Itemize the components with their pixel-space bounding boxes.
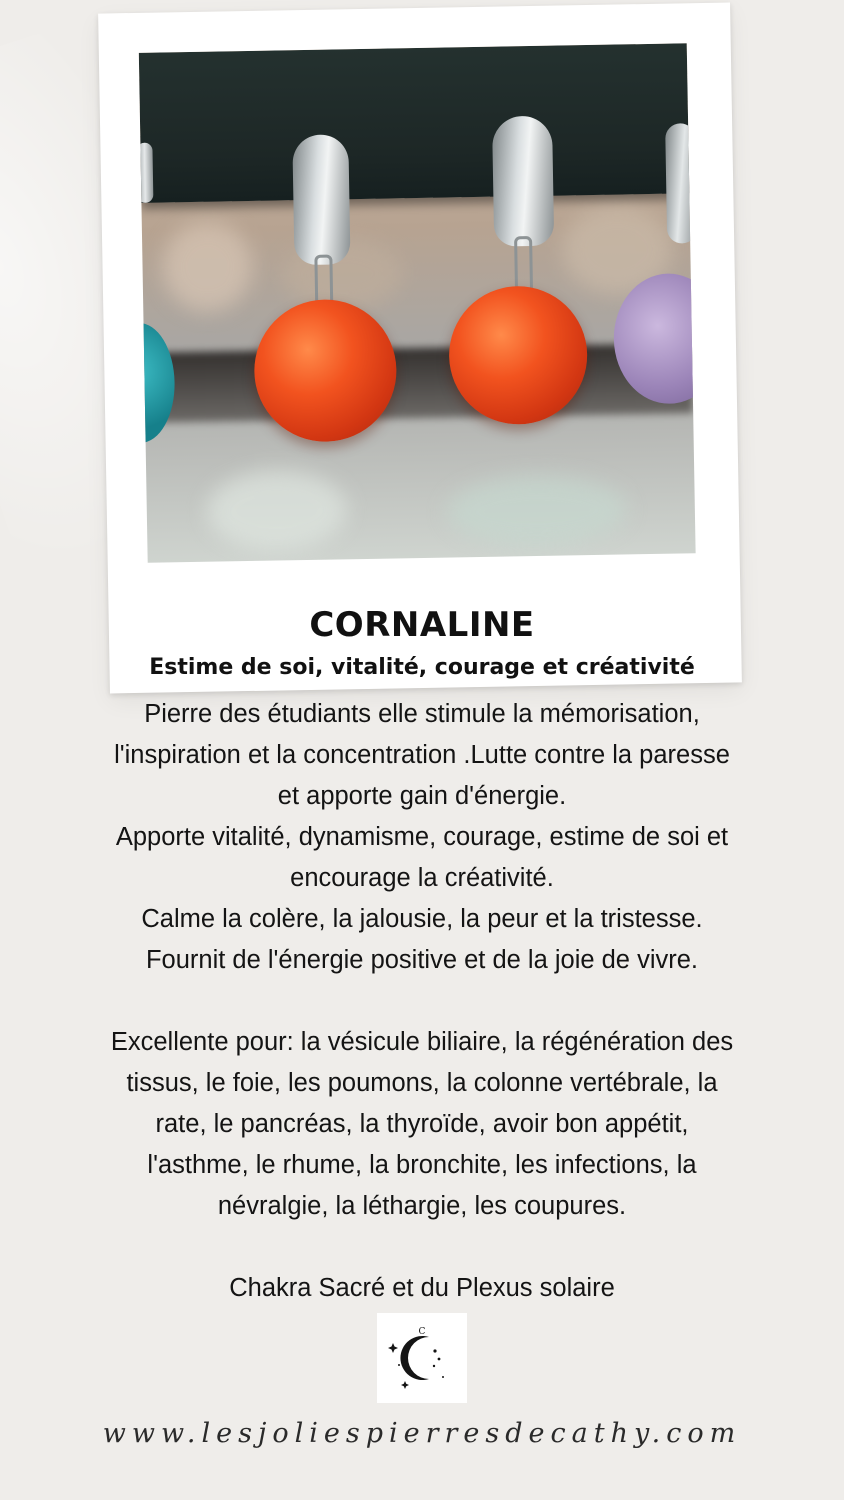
earrings-photo — [139, 43, 696, 562]
description-line: Apporte vitalité, dynamisme, courage, estime de soi et — [115, 823, 729, 851]
chakra-text: Chakra Sacré et du Plexus solaire — [229, 1274, 615, 1302]
polaroid-frame — [98, 3, 742, 694]
svg-text:C: C — [418, 1327, 426, 1337]
description-line: Calme la colère, la jalousie, la peur et la tristesse. — [141, 905, 703, 933]
blurred-shelf — [144, 343, 693, 423]
earring-hook-2 — [492, 116, 554, 247]
benefits-line: l'asthme, le rhume, la bronchite, les infections, la — [147, 1151, 697, 1179]
carnelian-stone-1 — [253, 298, 397, 442]
teal-stone — [139, 322, 176, 443]
description-line: Fournit de l'énergie positive et de la joie de vivre. — [145, 946, 698, 974]
stone-title: CORNALINE — [309, 605, 535, 645]
description-line: l'inspiration et la concentration .Lutte contre la paresse — [114, 741, 730, 769]
stone-description — [30, 694, 814, 1309]
stone-subtitle: Estime de soi, vitalité, courage et créativité — [149, 655, 695, 680]
crescent-moon-c-logo-icon — [377, 1313, 467, 1403]
benefits-line: tissus, le foie, les poumons, la colonne vertébrale, la — [126, 1069, 718, 1097]
description-line: encourage la créativité. — [290, 864, 554, 892]
benefits-line: Excellente pour: la vésicule biliaire, la régénération des — [110, 1028, 734, 1056]
website-url: www.lesjoliespierresdecathy.com — [102, 1418, 742, 1449]
description-line: et apporte gain d'énergie. — [277, 782, 567, 810]
description-line: Pierre des étudiants elle stimule la mémorisation, — [144, 700, 700, 728]
benefits-line: rate, le pancréas, la thyroïde, avoir bon appétit, — [155, 1110, 689, 1138]
earring-hook-1 — [292, 134, 350, 265]
brand-logo — [377, 1313, 467, 1403]
benefits-line: névralgie, la léthargie, les coupures. — [217, 1192, 627, 1220]
earring-hook-left-partial — [139, 143, 154, 203]
display-bar — [139, 43, 690, 203]
earring-hook-right-partial — [665, 123, 696, 244]
